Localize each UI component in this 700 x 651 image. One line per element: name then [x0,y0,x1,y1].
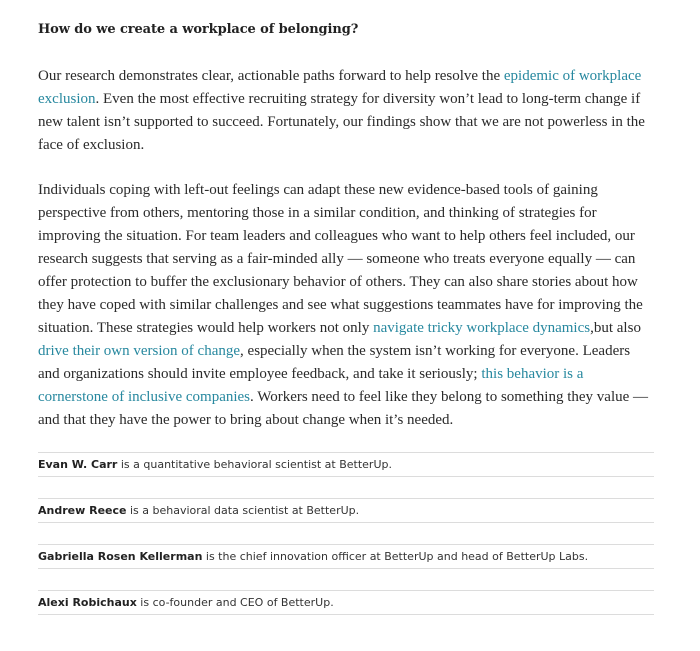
cornerstone-inclusive-companies-link[interactable]: this behavior is a cornerstone of inclusive companies [38,366,584,405]
author-name: Andrew Reece [38,504,127,517]
navigate-workplace-dynamics-link[interactable]: navigate tricky workplace dynamics [373,320,591,336]
epidemic-of-workplace-exclusion-link[interactable]: epidemic of workplace exclusion [38,68,642,107]
author-bio [38,590,654,615]
author-description: is a behavioral data scientist at BetterUp. [126,504,360,517]
author-description: is a quantitative behavioral scientist at BetterUp. [117,458,392,471]
drive-own-version-of-change-link[interactable]: drive their own version of change [38,343,241,359]
author-bio [38,452,654,477]
paragraph-2-text-3: , especially when the system isn’t working for everyone. Leaders and organizations should invite employee feedback, and take it seriously; [38,343,631,382]
section-heading: How do we create a workplace of belonging? [38,22,359,37]
author-description: is the chief innovation officer at BetterUp and head of BetterUp Labs. [202,550,589,563]
author-name: Evan W. Carr [38,458,118,471]
author-name: Gabriella Rosen Kellerman [38,550,203,563]
paragraph-1 [38,65,654,157]
paragraph-2 [38,179,654,432]
author-bio [38,498,654,523]
article-body [38,20,654,432]
paragraph-1-text-after: . Even the most effective recruiting strategy for diversity won’t lead to long-term change if new talent isn’t supported to succeed. Fortunately, our findings show that we are not powerless in the face of exclusion. [38,91,645,153]
author-description: is co-founder and CEO of BetterUp. [136,596,334,609]
author-bios [38,452,654,636]
paragraph-2-text-1: Individuals coping with left-out feelings can adapt these new evidence-based tools of gaining perspective from others, mentoring those in a similar condition, and thinking of strategies for improving the situation. For team leaders and colleagues who want to help others feel included, our research suggests that serving as a fair-minded ally — someone who treats everyone equally — can offer protection to buffer the exclusionary behavior of others. They can also share stories about how they have coped with similar challenges and see what suggestions teammates have for improving the situation. These strategies would help workers not only [38,182,643,336]
paragraph-2-text-2: ,but also [590,320,641,336]
author-name: Alexi Robichaux [38,596,137,609]
paragraph-2-text-4: . Workers need to feel like they belong to something they value — and that they have the power to bring about change when it’s needed. [38,389,649,428]
author-bio [38,544,654,569]
paragraph-1-text-before: Our research demonstrates clear, actionable paths forward to help resolve the [38,68,504,84]
